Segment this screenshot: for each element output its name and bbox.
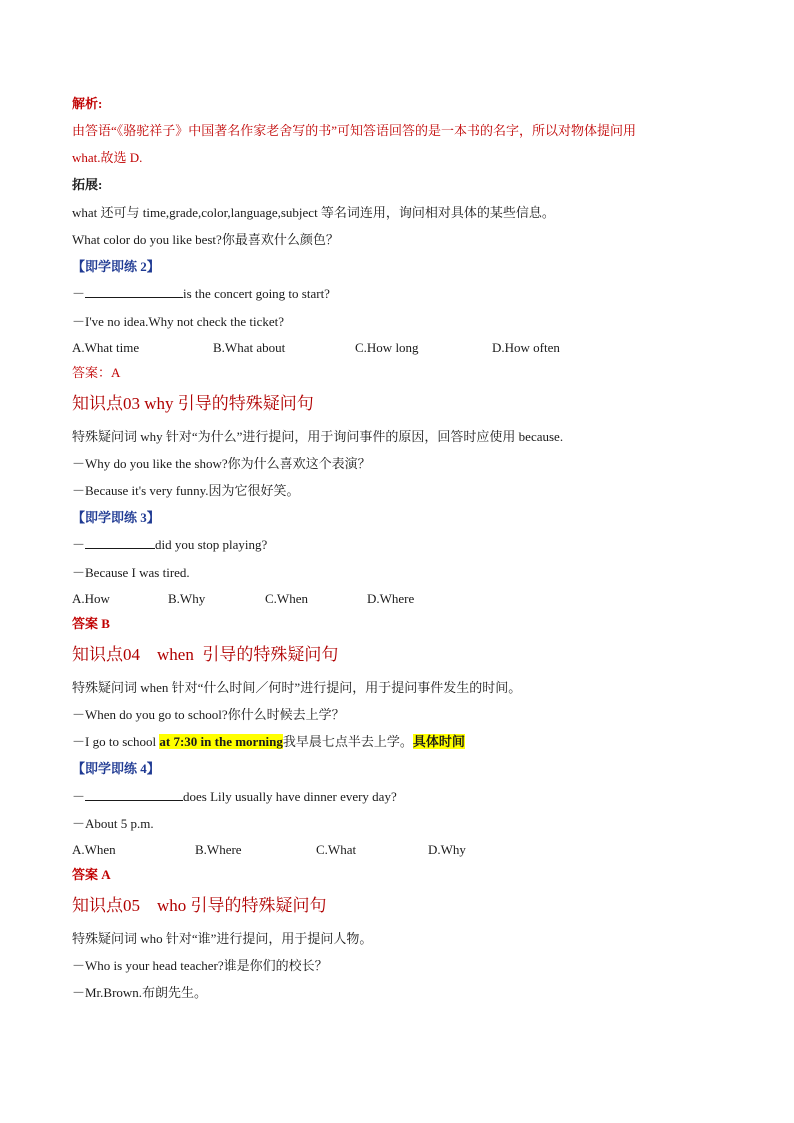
why-example-question: －Why do you like the show?你为什么喜欢这个表演？ [72,456,371,471]
option-c: C.When [265,591,308,606]
who-example-answer: －Mr.Brown.布朗先生。 [72,985,208,1000]
section-heading-when: 知识点04 when 引导的特殊疑问句 [72,645,339,664]
answer-text: －I go to school [72,734,160,749]
who-example-question: －Who is your head teacher?谁是你们的校长？ [72,958,328,973]
practice-4-label: 【即学即练 4】 [72,761,160,776]
option-d: D.Where [367,591,415,606]
practice-3-answer: 答案 B [72,616,110,631]
practice-3-label: 【即学即练 3】 [72,510,160,525]
option-c: C.How long [355,340,419,355]
question-text: did you stop playing? [155,537,268,552]
option-b: B.What about [213,340,286,355]
option-d: D.How often [492,340,560,355]
answer-blank [85,285,183,298]
question-text: does Lily usually have dinner every day? [183,789,397,804]
analysis-text: 由答语“《骆驼祥子》中国著名作家老舍写的书”可知答语回答的是一本书的名字，所以对物体提问用 [72,123,637,138]
when-example-answer [72,733,465,751]
extension-label: 拓展: [72,177,103,192]
practice-2-answer: 答案：A [72,365,121,380]
practice-2-question [72,285,330,303]
option-a: A.What time [72,340,140,355]
practice-4-answer: 答案 A [72,867,111,882]
dash: － [72,537,86,552]
practice-2-label: 【即学即练 2】 [72,259,160,274]
option-b: B.Where [195,842,242,857]
practice-4-reply: －About 5 p.m. [72,816,154,831]
practice-2-options [0,339,650,357]
option-a: A.When [72,842,116,857]
option-b: B.Why [168,591,206,606]
analysis-label: 解析: [72,96,103,111]
highlight-tag: 具体时间 [412,734,465,749]
why-example-answer: －Because it's very funny.因为它很好笑。 [72,483,300,498]
when-description: 特殊疑问词 when 针对“什么时间／何时”进行提问，用于提问事件发生的时间。 [72,680,522,695]
answer-blank [85,788,183,801]
option-a: A.How [72,591,110,606]
practice-4-question [72,788,397,806]
practice-3-reply: －Because I was tired. [72,565,190,580]
option-c: C.What [316,842,357,857]
option-d: D.Why [428,842,466,857]
practice-3-options [0,590,650,608]
answer-translation: 我早晨七点半去上学。 [282,734,413,749]
practice-3-question [72,536,267,554]
answer-blank [85,536,155,549]
who-description: 特殊疑问词 who 针对“谁”进行提问，用于提问人物。 [72,931,373,946]
section-heading-who: 知识点05 who 引导的特殊疑问句 [72,896,327,915]
highlighted-time: at 7:30 in the morning [159,734,283,749]
section-heading-why: 知识点03 why 引导的特殊疑问句 [72,394,314,413]
dash: － [72,286,86,301]
extension-text: what 还可与 time,grade,color,language,subject 等名词连用，询问相对具体的某些信息。 [72,205,555,220]
when-example-question: －When do you go to school?你什么时候去上学？ [72,707,345,722]
analysis-text-cont: what.故选 D. [72,150,143,165]
why-description: 特殊疑问词 why 针对“为什么”进行提问，用于询问事件的原因，回答时应使用 because. [72,429,564,444]
extension-example: What color do you like best?你最喜欢什么颜色？ [72,232,339,247]
practice-2-reply: －I've no idea.Why not check the ticket? [72,314,285,329]
practice-4-options [0,841,650,859]
dash: － [72,789,86,804]
question-text: is the concert going to start? [183,286,330,301]
